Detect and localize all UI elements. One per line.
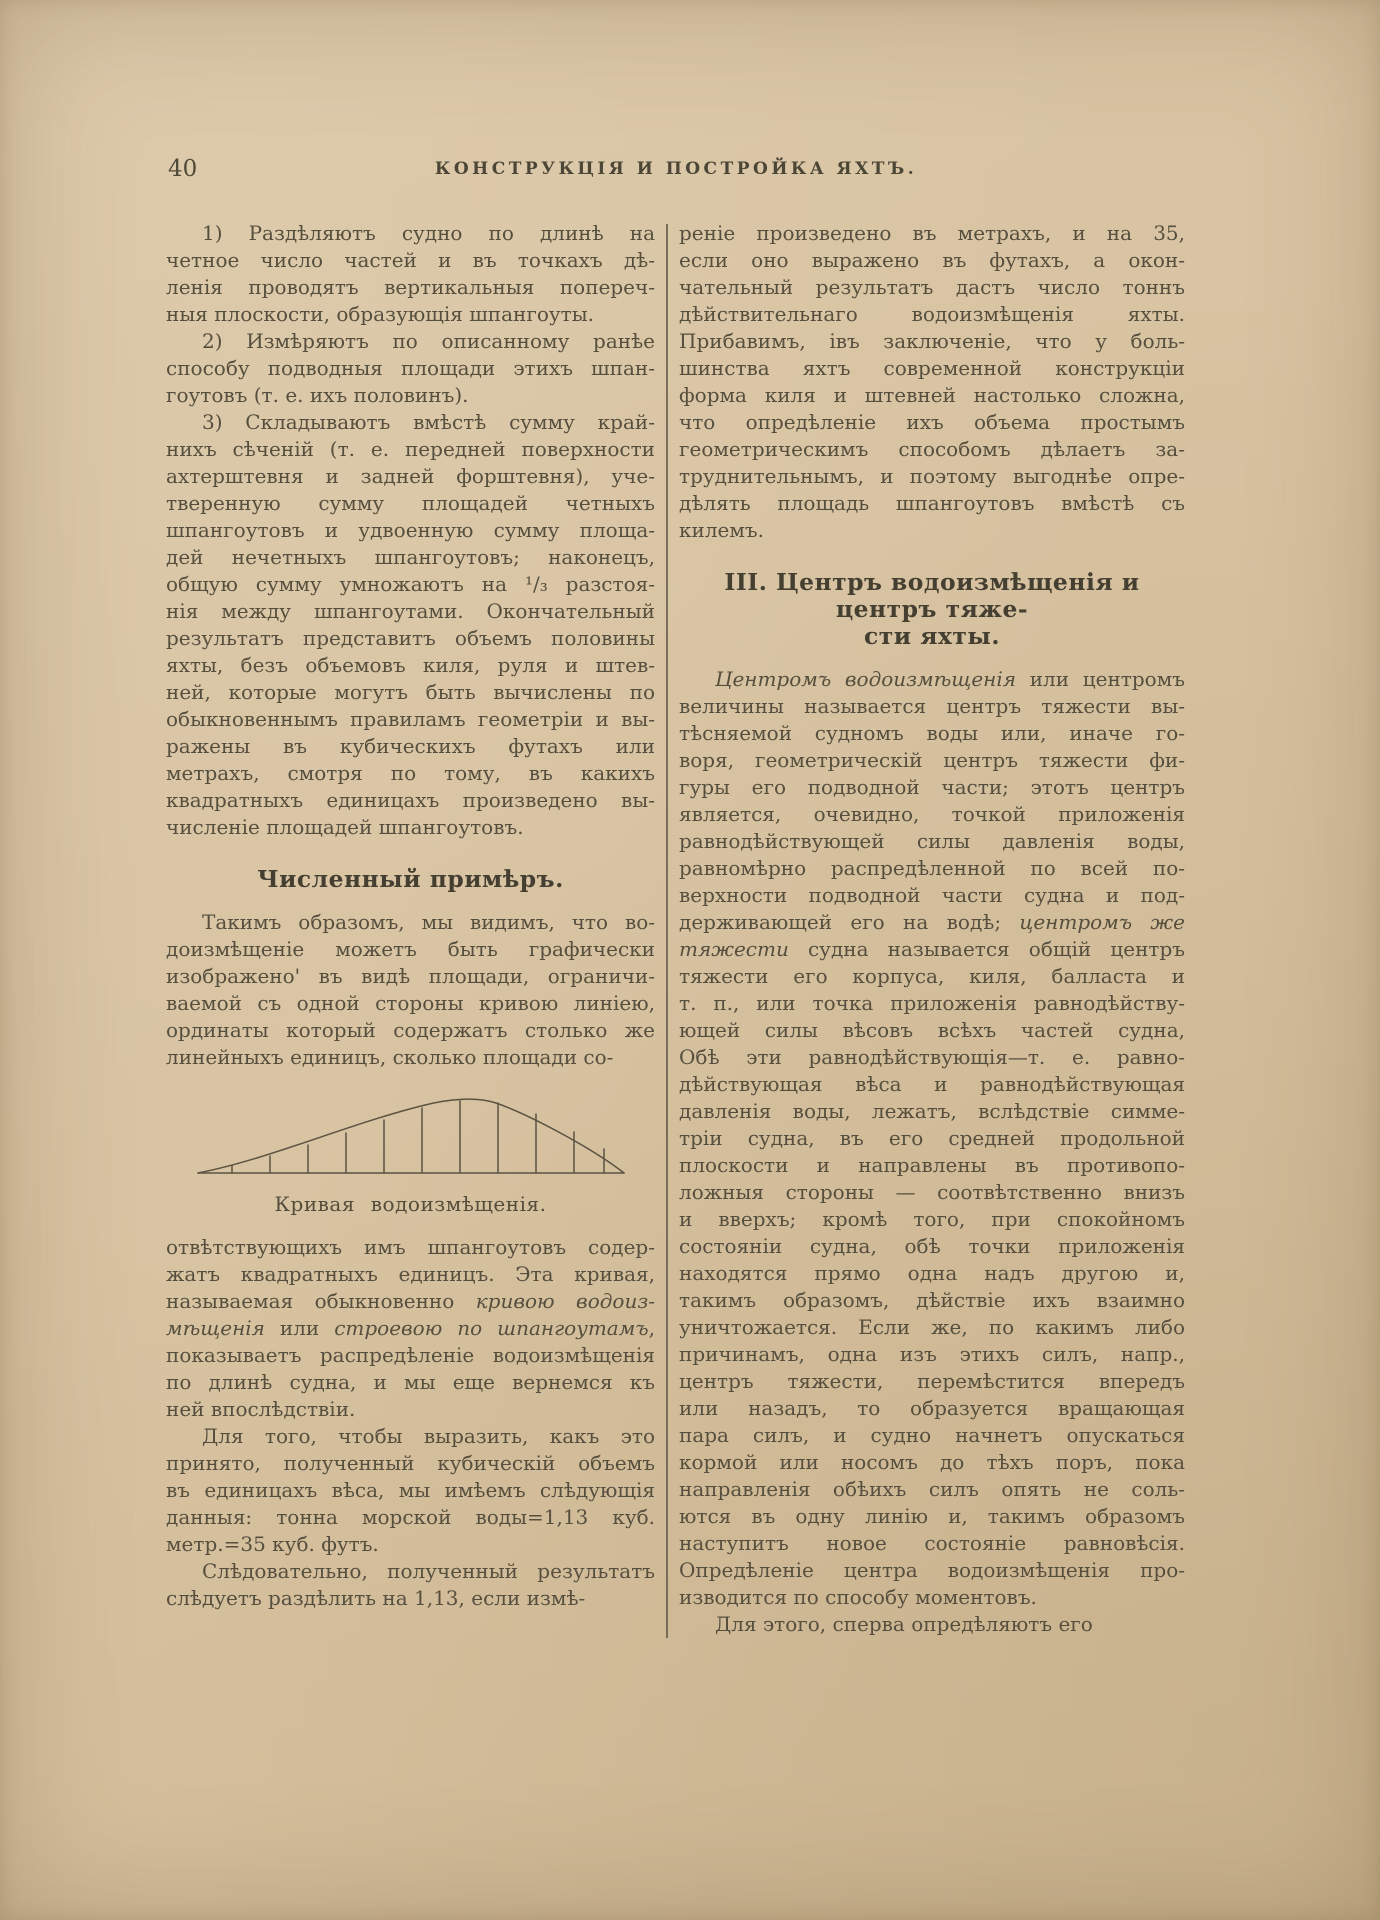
text-line: ахтерштевня и задней форштевня), уче- [166,464,655,488]
section-heading [166,866,655,893]
text-line: Обѣ эти равнодѣйствующія—т. е. равно- [679,1045,1185,1069]
text-line: форма киля и штевней настолько сложна, [679,383,1185,407]
text-line: уничтожается. Если же, по какимъ либо [679,1315,1185,1339]
text-line: численіе площадей шпангоутовъ. [166,815,524,839]
paragraph [679,220,1185,544]
text-line: держивающей его на водѣ; центромъ же [679,910,1185,934]
text-line: является, очевидно, точкой приложенія [679,802,1185,826]
text-line: килемъ. [679,518,765,542]
text-line: общую сумму умножаютъ на ¹/₃ разстоя- [166,572,655,596]
text-line: нія между шпангоутами. Окончательный [166,599,655,623]
text-line: Опредѣленіе центра водоизмѣщенія про- [679,1558,1185,1582]
text-line: ющей силы вѣсовъ всѣхъ частей судна, [679,1018,1185,1042]
text-line: давленія воды, лежатъ, вслѣдствіе симме- [679,1099,1185,1123]
text-line: изводится по способу моментовъ. [679,1585,1037,1609]
text-line: слѣдуетъ раздѣлить на 1,13, если измѣ- [166,1586,586,1610]
text-line: причинамъ, одна изъ этихъ силъ, напр., [679,1342,1185,1366]
text-line: дѣйствующая вѣса и равнодѣйствующая [679,1072,1185,1096]
text-line: четное число частей и въ точкахъ дѣ- [166,248,655,272]
text-line: способу подводныя площади этихъ шпан- [166,356,655,380]
text-line: если оно выражено въ футахъ, а окон- [679,248,1185,272]
text-line: что опредѣленіе ихъ объема простымъ [679,410,1185,434]
text-line: метр.=35 куб. футъ. [166,1532,379,1556]
text-line: реніе произведено въ метрахъ, и на 35, [679,221,1185,245]
text-line: въ единицахъ вѣса, мы имѣемъ слѣдующія [166,1478,655,1502]
text-line: линейныхъ единицъ, сколько площади со- [166,1045,614,1069]
text-line: кормой или носомъ до тѣхъ поръ, пока [679,1450,1185,1474]
text-line: Для этого, сперва опредѣляютъ его [715,1612,1093,1636]
text-line: дей нечетныхъ шпангоутовъ; наконецъ, [166,545,655,569]
text-line: величины называется центръ тяжести вы- [679,694,1185,718]
text-line: тяжести судна называется общій центръ [679,937,1185,961]
left-column-bottom [166,1234,655,1612]
text-line: ней впослѣдствіи. [166,1397,356,1421]
text-line: 3) Складываютъ вмѣстѣ сумму край- [202,410,655,434]
text-line: результатъ представитъ объемъ половины [166,626,655,650]
text-line: сти яхты. [863,622,1001,650]
text-columns [166,220,1186,1638]
text-line: тяжести его корпуса, киля, балласта и [679,964,1185,988]
right-column-text [679,220,1185,1638]
column-divider-rule [666,224,668,1638]
text-line: т. п., или точка приложенія равнодѣйству- [679,991,1185,1015]
text-line: ваемой съ одной стороны кривою линіею, [166,991,655,1015]
text-line: состояніи судна, обѣ точки приложенія [679,1234,1185,1258]
text-line: плоскости и направлены въ противопо- [679,1153,1185,1177]
displacement-curve-diagram [196,1085,626,1177]
text-line: равномѣрно распредѣленной по всей по- [679,856,1185,880]
running-title: КОНСТРУКЦІЯ И ПОСТРОЙКА ЯХТЪ. [434,159,918,179]
text-line: ныя плоскости, образующія шпангоуты. [166,302,595,326]
text-line: геометрическимъ способомъ дѣлаетъ за- [679,437,1185,461]
text-line: Для того, чтобы выразить, какъ это [202,1424,655,1448]
text-line: тверенную сумму площадей четныхъ [166,491,655,515]
text-line: ются въ одну линію и, такимъ образомъ [679,1504,1185,1528]
text-line: яхты, безъ объемовъ киля, руля и штев- [166,653,655,677]
text-line: 1) Раздѣляютъ судно по длинѣ на [202,221,655,245]
text-line: нихъ сѣченій (т. е. передней поверхности [166,437,655,461]
paragraph [166,328,655,409]
paragraph [166,409,655,841]
text-line: ленія проводятъ вертикальныя попереч- [166,275,655,299]
paragraph [166,220,655,328]
text-line: гуры его подводной части; этотъ центръ [679,775,1185,799]
paragraph [679,666,1185,1611]
text-line: наступитъ новое состояніе равновѣсія. [679,1531,1185,1555]
text-line: шинства яхтъ современной конструкціи [679,356,1185,380]
text-line: принято, полученный кубическій объемъ [166,1451,655,1475]
text-line: дѣйствительнаго водоизмѣщенія яхты. [679,302,1185,326]
text-line: ражены въ кубическихъ футахъ или [166,734,655,758]
figure-caption: Кривая водоизмѣщенія. [274,1192,547,1216]
page-number: 40 [168,156,198,182]
paragraph [166,1423,655,1558]
text-line: данныя: тонна морской воды=1,13 куб. [166,1505,655,1529]
text-line: или назадъ, то образуется вращающая [679,1396,1185,1420]
text-line: Центромъ водоизмѣщенія или центромъ [715,667,1185,691]
text-line: верхности подводной части судна и под- [679,883,1185,907]
text-line: дѣлять площадь шпангоутовъ вмѣстѣ съ [679,491,1185,515]
text-line: мѣщенія или строевою по шпангоутамъ, [166,1316,655,1340]
text-line: чательный результатъ дастъ число тоннъ [679,275,1185,299]
text-line: находятся прямо одна надъ другою и, [679,1261,1185,1285]
text-line: тѣсняемой судномъ воды или, иначе го- [679,721,1185,745]
section-heading [679,569,1185,650]
text-line: показываетъ распредѣленіе водоизмѣщенія [166,1343,655,1367]
displacement-curve-figure [166,1085,655,1218]
right-column [679,220,1185,1638]
text-line: такимъ образомъ, дѣйствіе ихъ взаимно [679,1288,1185,1312]
text-line: по длинѣ судна, и мы еще вернемся къ [166,1370,655,1394]
text-line: обыкновеннымъ правиламъ геометріи и вы- [166,707,655,731]
text-line: Слѣдовательно, полученный результатъ [202,1559,655,1583]
text-line: жатъ квадратныхъ единицъ. Эта кривая, [166,1262,655,1286]
text-line: доизмѣщеніе можетъ быть графически [166,937,655,961]
text-line: ложныя стороны — соотвѣтственно внизъ [679,1180,1185,1204]
text-line: ней, которые могутъ быть вычислены по [166,680,655,704]
text-line: Такимъ образомъ, мы видимъ, что во- [202,910,655,934]
text-line: труднительнымъ, и поэтому выгоднѣе опре- [679,464,1185,488]
text-line: тріи судна, въ его средней продольной [679,1126,1185,1150]
text-line: направленія обѣихъ силъ опять не соль- [679,1477,1185,1501]
left-column-top [166,220,655,1071]
text-line: 2) Измѣряютъ по описанному ранѣе [202,329,655,353]
text-line: гоутовъ (т. е. ихъ половинъ). [166,383,469,407]
paragraph [166,909,655,1071]
page-header [166,156,1186,186]
text-line: ординаты который содержатъ столько же [166,1018,655,1042]
text-line: центръ тяжести, перемѣстится впередъ [679,1369,1185,1393]
text-line: и вверхъ; кромѣ того, при спокойномъ [679,1207,1185,1231]
text-line: изображено' въ видѣ площади, ограничи- [166,964,655,988]
paragraph [166,1234,655,1423]
text-line: шпангоутовъ и удвоенную сумму площа- [166,518,655,542]
text-line: отвѣтствующихъ имъ шпангоутовъ содер- [166,1235,655,1259]
paragraph [166,1558,655,1612]
text-line: метрахъ, смотря по тому, въ какихъ [166,761,655,785]
text-line: называемая обыкновенно кривою водоиз- [166,1289,655,1313]
text-line: Численный примѣръ. [257,865,564,893]
text-line: пара силъ, и судно начнетъ опускаться [679,1423,1185,1447]
text-line: равнодѣйствующей силы давленія воды, [679,829,1185,853]
text-line: Прибавимъ, івъ заключеніе, что у боль- [679,329,1185,353]
text-line: воря, геометрическій центръ тяжести фи- [679,748,1185,772]
text-line: квадратныхъ единицахъ произведено вы- [166,788,655,812]
text-line: III. Центръ водоизмѣщенія и центръ тяже- [724,568,1140,623]
paragraph [679,1611,1185,1638]
left-column [166,220,655,1638]
